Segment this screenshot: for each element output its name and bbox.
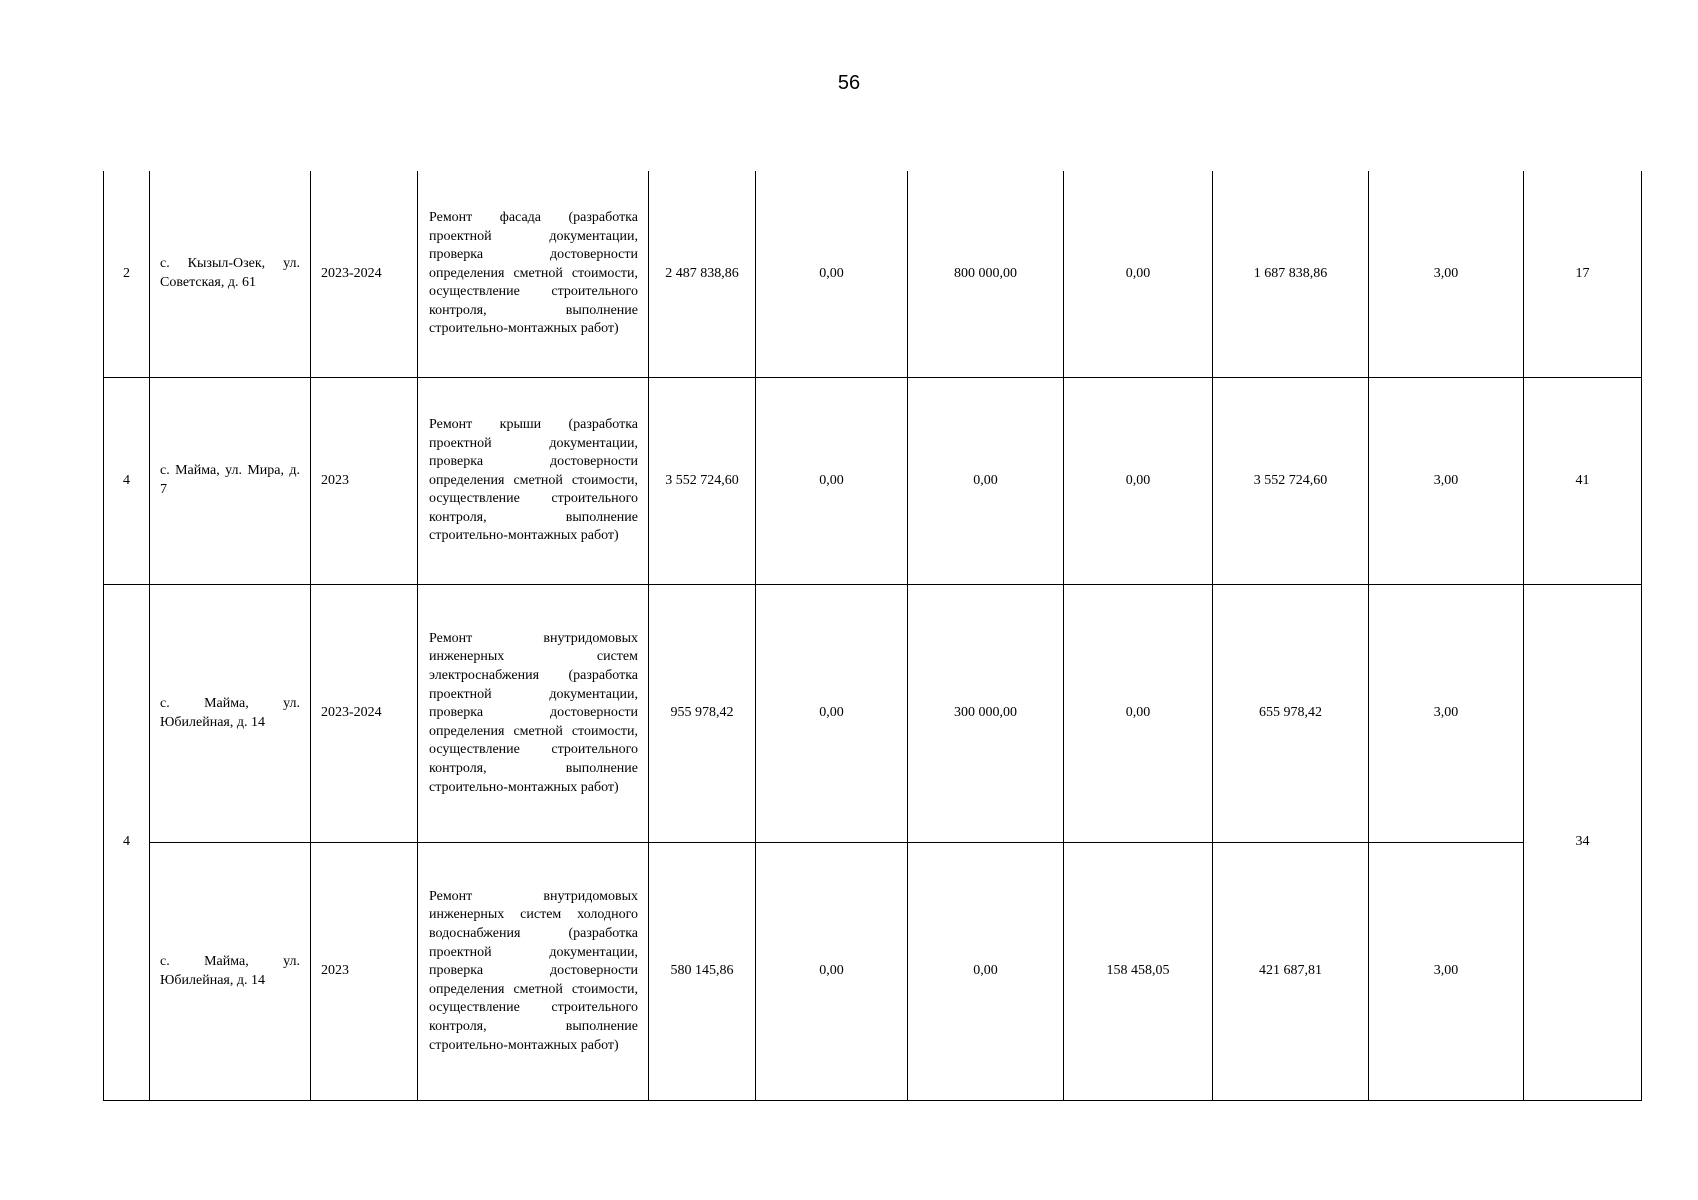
- value-cell: 17: [1524, 171, 1642, 378]
- page-number: 56: [837, 72, 861, 94]
- works-cell: Ремонт крыши (разработка проектной документации, проверка достоверности определения сметной стоимости, осуществление строительного контроля, выполнение строительно-монтажных работ): [418, 378, 649, 585]
- table-row: [104, 585, 1642, 843]
- row-number: 2: [104, 171, 150, 378]
- value-cell: 1 687 838,86: [1213, 171, 1369, 378]
- period-cell: 2023: [311, 843, 418, 1101]
- value-cell: 0,00: [1064, 378, 1213, 585]
- table-row: [104, 843, 1642, 1101]
- works-cell: Ремонт фасада (разработка проектной документации, проверка достоверности определения сметной стоимости, осуществление строительного контроля, выполнение строительно-монтажных работ): [418, 171, 649, 378]
- capital-repair-table: [103, 171, 1642, 1101]
- value-cell: 800 000,00: [908, 171, 1064, 378]
- period-cell: 2023-2024: [311, 585, 418, 843]
- address-cell: с. Кызыл-Озек, ул. Советская, д. 61: [150, 171, 311, 378]
- value-cell: 655 978,42: [1213, 585, 1369, 843]
- value-cell: 0,00: [1064, 585, 1213, 843]
- value-cell: 0,00: [908, 378, 1064, 585]
- value-cell: 300 000,00: [908, 585, 1064, 843]
- value-cell: 3 552 724,60: [1213, 378, 1369, 585]
- value-cell: 3,00: [1369, 585, 1524, 843]
- works-cell: Ремонт внутридомовых инженерных систем холодного водоснабжения (разработка проектной документации, проверка достоверности определения сметной стоимости, осуществление строительного контроля, выполнение строительно-монтажных работ): [418, 843, 649, 1101]
- value-cell: 0,00: [756, 843, 908, 1101]
- period-cell: 2023: [311, 378, 418, 585]
- address-cell: с. Майма, ул. Мира, д. 7: [150, 378, 311, 585]
- address-cell: с. Майма, ул. Юбилейная, д. 14: [150, 585, 311, 843]
- address-cell: с. Майма, ул. Юбилейная, д. 14: [150, 843, 311, 1101]
- value-cell: 3,00: [1369, 171, 1524, 378]
- row-number: 4: [104, 378, 150, 585]
- table-row: [104, 378, 1642, 585]
- works-cell: Ремонт внутридомовых инженерных систем электроснабжения (разработка проектной документации, проверка достоверности определения сметной стоимости, осуществление строительного контроля, выполнение строительно-монтажных работ): [418, 585, 649, 843]
- value-cell: 421 687,81: [1213, 843, 1369, 1101]
- value-cell: 0,00: [908, 843, 1064, 1101]
- total-cost-cell: 3 552 724,60: [649, 378, 756, 585]
- table-row: [104, 171, 1642, 378]
- value-cell: 3,00: [1369, 378, 1524, 585]
- value-cell: 41: [1524, 378, 1642, 585]
- period-cell: 2023-2024: [311, 171, 418, 378]
- value-cell: 34: [1524, 585, 1642, 1101]
- total-cost-cell: 2 487 838,86: [649, 171, 756, 378]
- row-number: 4: [104, 585, 150, 1101]
- value-cell: 158 458,05: [1064, 843, 1213, 1101]
- total-cost-cell: 955 978,42: [649, 585, 756, 843]
- value-cell: 0,00: [1064, 171, 1213, 378]
- value-cell: 0,00: [756, 585, 908, 843]
- value-cell: 0,00: [756, 171, 908, 378]
- value-cell: 3,00: [1369, 843, 1524, 1101]
- total-cost-cell: 580 145,86: [649, 843, 756, 1101]
- value-cell: 0,00: [756, 378, 908, 585]
